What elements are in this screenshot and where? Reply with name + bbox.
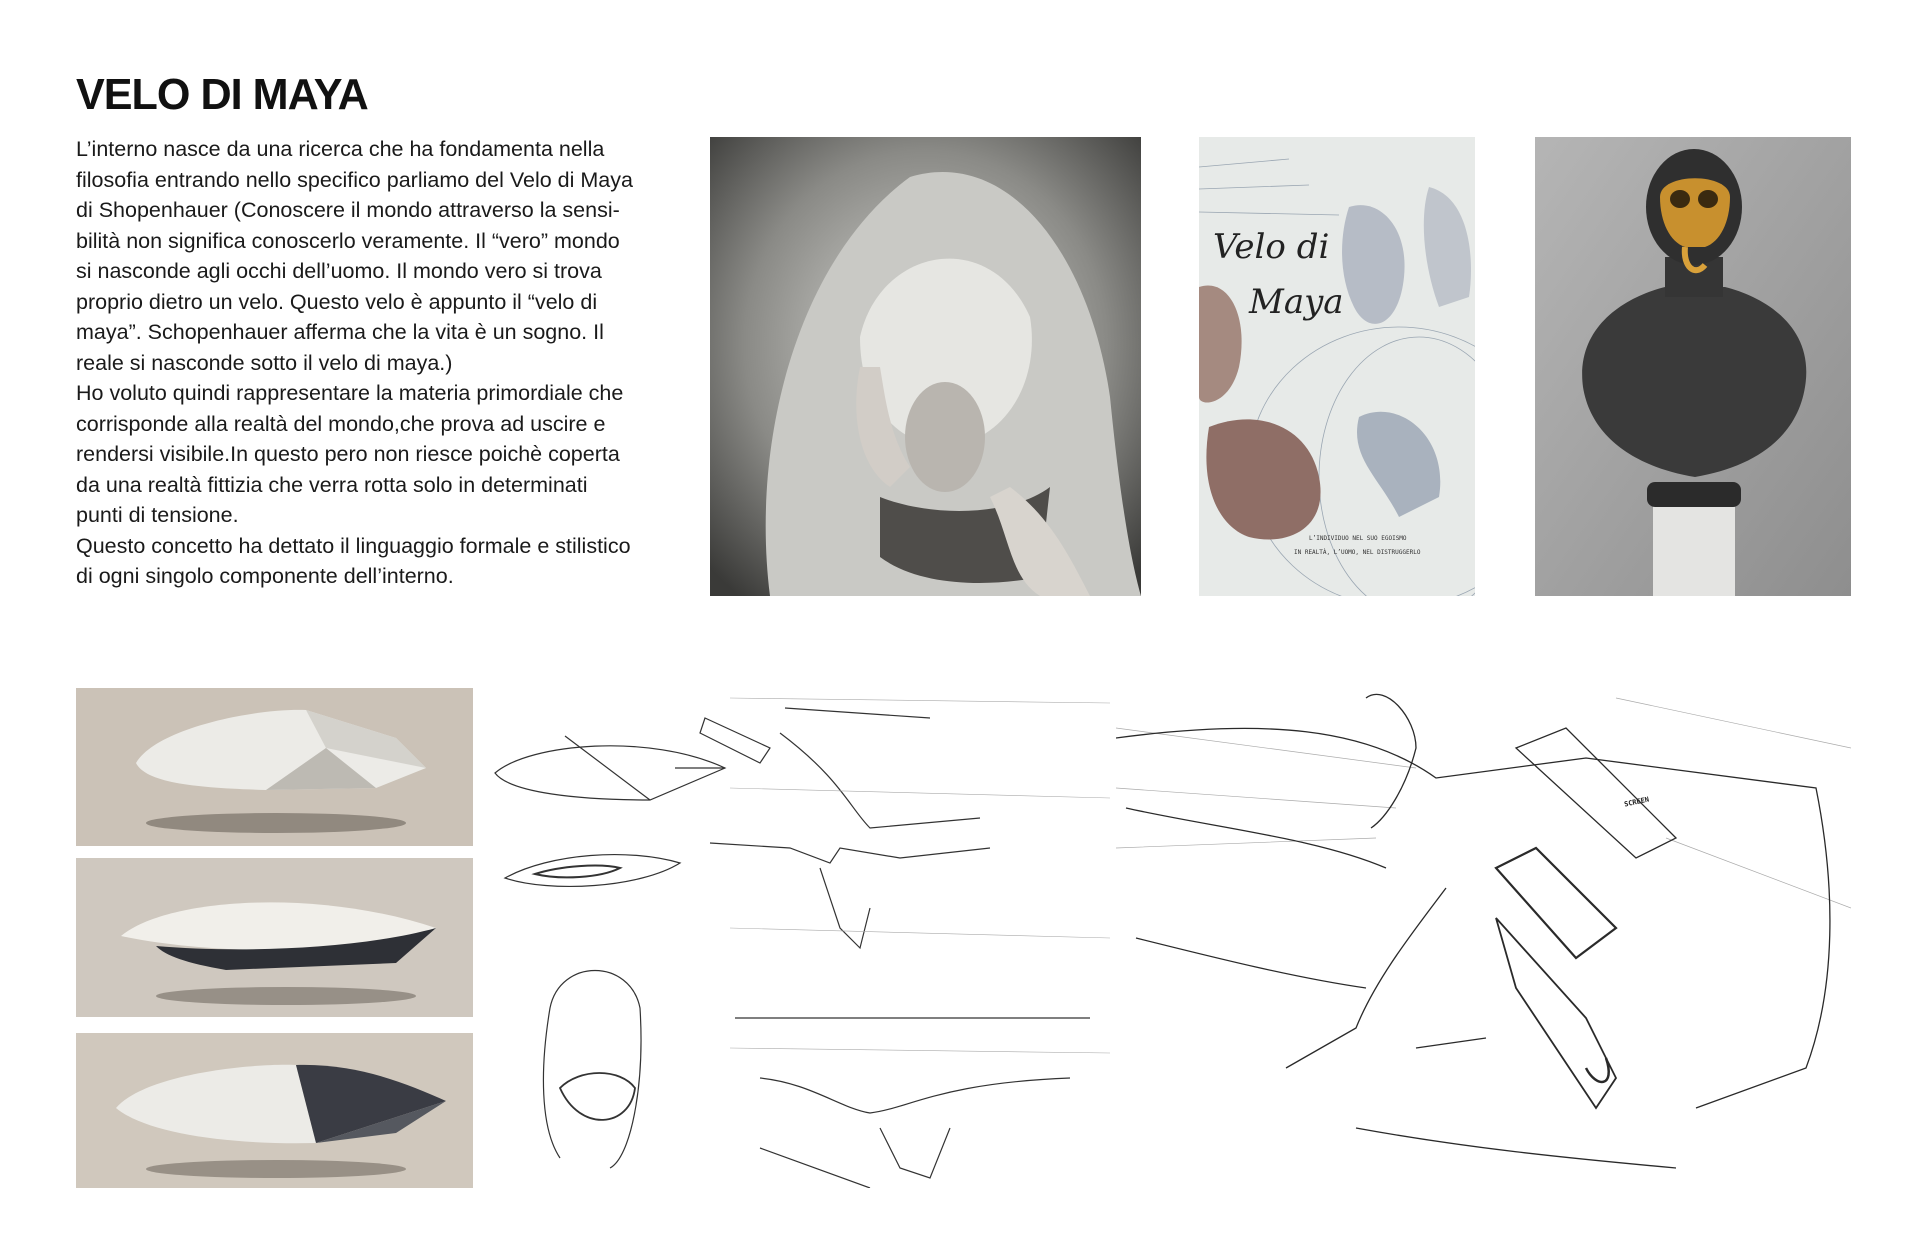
text-line: bilità non significa conoscerlo veramente. Il “vero” mondo	[76, 228, 620, 253]
render-2	[76, 858, 473, 1017]
drawing-caption: L’INDIVIDUO NEL SUO EGOISMO	[1309, 535, 1407, 542]
text-line: da una realtà fittizia che verra rotta solo in determinati	[76, 472, 588, 497]
drawing-caption: IN REALTÀ, L’UOMO, NEL DISTRUGGERLO	[1294, 549, 1421, 556]
velo-di-maya-drawing	[1199, 137, 1475, 596]
text-line: maya”. Schopenhauer afferma che la vita è un sogno. Il	[76, 320, 604, 344]
text-line: di ogni singolo componente dell’interno.	[76, 564, 454, 588]
veiled-woman-photo	[710, 137, 1141, 596]
text-line: di Shopenhauer (Conoscere il mondo attraverso la sensi-	[76, 198, 620, 222]
handwritten-title: Maya	[1249, 282, 1344, 322]
text-line: si nasconde agli occhi dell’uomo. Il mondo vero si trova	[76, 259, 602, 283]
text-line: punti di tensione.	[76, 503, 239, 527]
text-line: corrisponde alla realtà del mondo,che prova ad uscire e	[76, 411, 606, 436]
text-line: proprio dietro un velo. Questo velo è appunto il “velo di	[76, 289, 598, 314]
text-line: rendersi visibile.In questo pero non riesce poichè coperta	[76, 442, 620, 466]
sketch-sheet-1	[490, 688, 1116, 1188]
render-1	[76, 688, 473, 846]
page-title: VELO DI MAYA	[76, 70, 368, 119]
text-line: Questo concetto ha dettato il linguaggio formale e stilistico	[76, 533, 631, 558]
render-3	[76, 1033, 473, 1188]
sketch-sheet-2	[1116, 688, 1851, 1188]
handwritten-title: Velo di	[1213, 227, 1330, 267]
sketch-label: SCREEN	[1623, 795, 1650, 809]
text-line: filosofia entrando nello specifico parliamo del Velo di Maya	[76, 167, 633, 192]
text-line: reale si nasconde sotto il velo di maya.)	[76, 350, 453, 375]
description-text	[76, 134, 676, 592]
text-line: L’interno nasce da una ricerca che ha fondamenta nella	[76, 137, 605, 161]
text-line: Ho voluto quindi rappresentare la materia primordiale che	[76, 381, 624, 405]
bust-sculpture-photo	[1535, 137, 1851, 596]
